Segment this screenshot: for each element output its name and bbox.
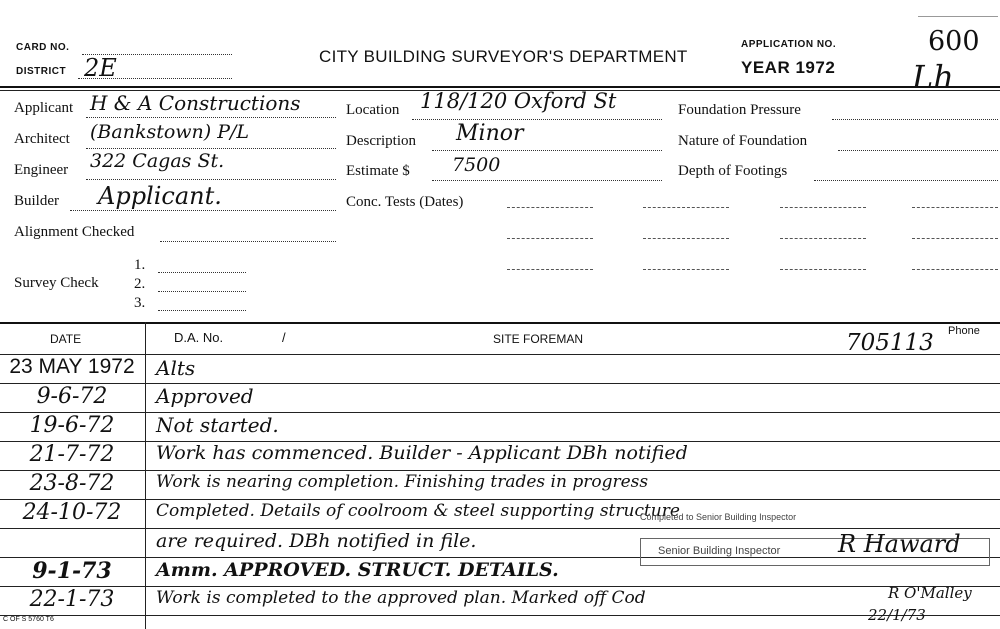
phone-value: 705113 [846,330,934,356]
row-date-5: 23-8-72 [29,471,115,496]
depth-footings-label: Depth of Footings [678,163,788,179]
conc-blank [643,238,729,239]
survey-field-3 [158,310,246,311]
row-date-6: 24-10-72 [22,500,122,525]
district-value: 2E [84,54,117,82]
survey-item-3: 3. [134,295,146,311]
row-entry-7: are required. DBh notified in file. [156,530,477,552]
row-entry-4: Work has commenced. Builder - Applicant DBh notified [156,442,688,464]
row-entry-2: Approved [156,384,254,408]
row-date-9: 22-1-73 [29,587,115,612]
foundation-pressure-field [832,119,998,120]
alignment-label: Alignment Checked [14,224,135,240]
row-date-2: 9-6-72 [36,384,108,409]
department-title: CITY BUILDING SURVEYOR'S DEPARTMENT [319,47,688,66]
phone-label: Phone [948,325,980,337]
applicant-value: H & A Constructions [90,91,301,115]
conc-blank [912,269,998,270]
da-header: D.A. No. [174,330,224,345]
description-field [432,150,662,151]
row-rule [0,383,1000,384]
conc-blank [643,207,729,208]
estimate-label: Estimate $ [346,163,410,179]
conc-tests-label: Conc. Tests (Dates) [346,194,464,210]
nature-foundation-label: Nature of Foundation [678,133,808,149]
row-rule [0,499,1000,500]
architect-value: (Bankstown) P/L [90,121,250,143]
header-rule [0,86,1000,88]
row-entry-6: Completed. Details of coolroom & steel supporting structure [156,501,680,521]
row-date-4: 21-7-72 [29,442,115,467]
application-no-value: 600 [928,26,980,57]
nature-foundation-field [838,150,998,151]
location-field [412,119,662,120]
row-entry-5: Work is nearing completion. Finishing trades in progress [156,472,649,492]
builder-field [70,210,336,211]
stamp-label: Senior Building Inspector [658,545,781,557]
row-date-8: 9-1-73 [32,558,112,584]
location-value: 118/120 Oxford St [420,89,617,113]
survey-item-1: 1. [134,257,146,273]
architect-field [86,148,336,149]
description-label: Description [346,133,416,149]
row-entry-1: Alts [156,356,196,380]
final-signature: R O'Malley [888,584,972,602]
location-label: Location [346,102,400,118]
district-label: DISTRICT [16,66,67,77]
conc-blank [643,269,729,270]
row-rule [0,586,1000,587]
engineer-label: Engineer [14,162,69,178]
conc-blank [780,207,866,208]
site-foreman-header: SITE FOREMAN [493,332,584,346]
row-entry-3: Not started. [156,413,279,437]
applicant-field [86,117,336,118]
stamp-signature: R Haward [838,530,961,558]
row-date-3: 19-6-72 [29,413,115,438]
estimate-value: 7500 [452,154,501,176]
final-date: 22/1/73 [868,606,926,624]
description-value: Minor [456,121,524,146]
da-slash: / [282,330,286,345]
builder-label: Builder [14,193,59,209]
application-no-label: APPLICATION NO. [741,39,837,50]
year-label: YEAR 1972 [741,58,836,77]
row-entry-9: Work is completed to the approved plan. Marked off Cod [156,588,646,608]
corner-mark [918,16,998,17]
table-top-rule [0,322,1000,324]
depth-footings-field [814,180,998,181]
conc-blank [507,207,593,208]
engineer-value: 322 Cagas St. [90,150,225,172]
survey-field-2 [158,291,246,292]
row-rule [0,615,1000,616]
alignment-field [160,241,336,242]
conc-blank [912,238,998,239]
conc-blank [507,238,593,239]
row-rule [0,528,1000,529]
conc-blank [780,269,866,270]
architect-label: Architect [14,131,70,147]
row-entry-8: Amm. APPROVED. STRUCT. DETAILS. [156,559,559,581]
row-date-1: 23 MAY 1972 [9,355,135,378]
conc-blank [507,269,593,270]
conc-blank [912,207,998,208]
row-rule [0,412,1000,413]
survey-check-label: Survey Check [14,275,99,291]
applicant-label: Applicant [14,100,74,116]
builder-value: Applicant. [98,182,222,210]
row-rule [0,470,1000,471]
initials-value: Lh [912,58,954,96]
survey-field-1 [158,272,246,273]
engineer-field [86,179,336,180]
form-code: C OF S 5760 T6 [3,616,54,623]
estimate-field [432,180,662,181]
foundation-pressure-label: Foundation Pressure [678,102,801,118]
row-rule [0,354,1000,355]
conc-blank [780,238,866,239]
stamp-top-text: Completed to Senior Building Inspector [640,512,797,522]
card-no-label: CARD NO. [16,42,70,53]
survey-item-2: 2. [134,276,146,292]
date-header: DATE [50,332,82,346]
date-column-divider [145,322,146,629]
